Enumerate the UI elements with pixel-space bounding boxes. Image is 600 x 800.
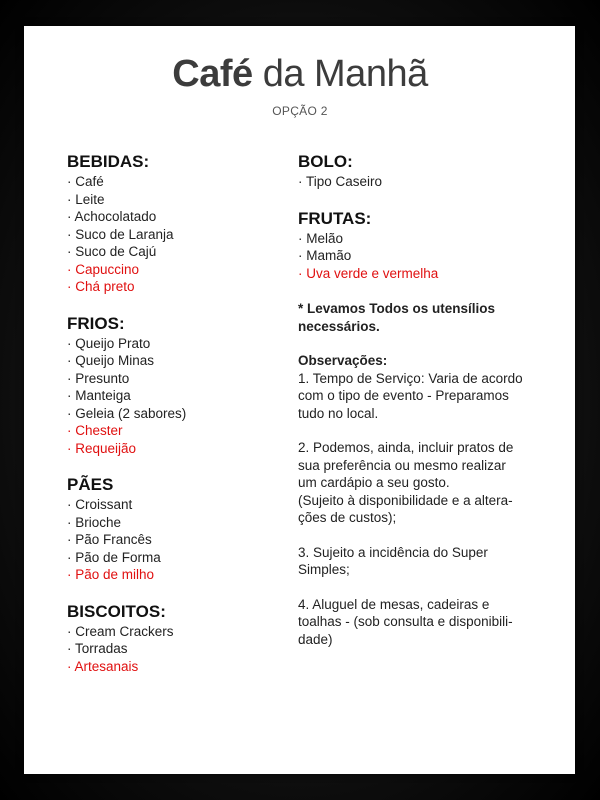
- observation-1: [298, 370, 538, 423]
- obs-line: 2. Podemos, ainda, incluir pratos de: [298, 440, 514, 455]
- list-item: · Café: [67, 174, 104, 189]
- list-item: · Torradas: [67, 641, 128, 656]
- section-frutas: [298, 209, 538, 283]
- list-item: · Mamão: [298, 248, 352, 263]
- page-subtitle: OPÇÃO 2: [272, 104, 328, 118]
- list-item-highlight: · Chá preto: [67, 279, 135, 294]
- section-title: BISCOITOS:: [67, 601, 166, 621]
- section-frios: [67, 314, 307, 458]
- obs-line: 3. Sujeito a incidência do Super: [298, 544, 488, 560]
- left-column: [67, 152, 307, 693]
- note-line: * Levamos Todos os utensílios: [298, 301, 496, 316]
- observation-3: [298, 544, 538, 579]
- obs-line: um cardápio a seu gosto.: [298, 475, 450, 490]
- list-item: · Pão Francês: [67, 532, 152, 547]
- utensils-note: [298, 300, 538, 335]
- list-item: · Queijo Prato: [67, 335, 151, 351]
- observation-2: [298, 439, 538, 527]
- section-title: BEBIDAS:: [67, 152, 150, 171]
- list-item-highlight: · Uva verde e vermelha: [298, 265, 439, 281]
- section-title: FRIOS:: [67, 313, 125, 333]
- list-item-highlight: · Chester: [67, 423, 123, 438]
- list-item: · Croissant: [67, 497, 133, 512]
- list-item: · Pão de Forma: [67, 549, 161, 565]
- section-bolo: [298, 152, 538, 191]
- title-bold: Café: [172, 53, 253, 95]
- obs-line: (Sujeito à disponibilidade e a altera-: [298, 492, 513, 508]
- list-item: · Queijo Minas: [67, 353, 155, 368]
- list-item: · Tipo Caseiro: [298, 174, 383, 189]
- obs-line: sua preferência ou mesmo realizar: [298, 457, 506, 473]
- section-title: BOLO:: [298, 152, 353, 171]
- list-item: · Manteiga: [67, 388, 131, 403]
- obs-line: dade): [298, 631, 333, 647]
- obs-line: 1. Tempo de Serviço: Varia de acordo: [298, 370, 523, 386]
- list-item: · Achocolatado: [67, 209, 157, 224]
- list-item: · Brioche: [67, 514, 122, 530]
- list-item: · Geleia (2 sabores): [67, 405, 187, 421]
- list-item: · Melão: [298, 230, 344, 246]
- right-column: [298, 152, 538, 665]
- obs-line: tudo no local.: [298, 405, 379, 421]
- section-biscoitos: [67, 602, 307, 676]
- observation-4: [298, 596, 538, 649]
- section-bebidas: [67, 152, 307, 296]
- section-paes: [67, 475, 307, 584]
- list-item: · Leite: [67, 191, 105, 207]
- list-item-highlight: · Pão de milho: [67, 567, 155, 582]
- list-item: · Presunto: [67, 370, 130, 386]
- obs-line: ções de custos);: [298, 510, 397, 525]
- list-item-highlight: · Requeijão: [67, 440, 137, 456]
- list-item: · Suco de Cajú: [67, 244, 157, 259]
- list-item-highlight: · Capuccino: [67, 261, 140, 277]
- obs-line: toalhas - (sob consulta e disponibili-: [298, 614, 513, 629]
- title-rest: da Manhã: [262, 53, 428, 95]
- list-item-highlight: · Artesanais: [67, 658, 139, 674]
- section-title: PÃES: [67, 475, 114, 494]
- list-item: · Suco de Laranja: [67, 226, 174, 242]
- list-item: · Cream Crackers: [67, 623, 174, 639]
- note-line: necessários.: [298, 318, 380, 334]
- section-title: FRUTAS:: [298, 208, 372, 228]
- obs-line: 4. Aluguel de mesas, cadeiras e: [298, 596, 490, 612]
- obs-line: Simples;: [298, 562, 350, 577]
- page-title: [0, 55, 600, 93]
- obs-line: com o tipo de evento - Preparamos: [298, 388, 509, 403]
- observations-title: Observações:: [298, 353, 388, 368]
